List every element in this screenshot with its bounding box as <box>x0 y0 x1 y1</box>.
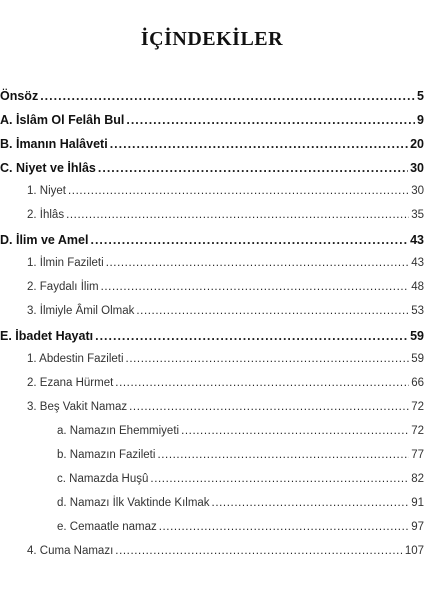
leader-dots <box>40 89 415 103</box>
leader-dots <box>95 329 408 343</box>
toc-entry-label: b. Namazın Fazileti <box>57 449 156 461</box>
toc-entry-label: 2. Faydalı İlim <box>27 281 99 293</box>
toc-entry-label: B. İmanın Halâveti <box>0 137 108 151</box>
toc-entry-label: 2. İhlâs <box>27 209 65 221</box>
toc-entry-label: 3. İlmiyle Âmil Olmak <box>27 305 135 317</box>
toc-entry-section-a[interactable] <box>0 113 424 127</box>
toc-entry-label: D. İlim ve Amel <box>0 233 89 247</box>
leader-dots <box>212 497 410 509</box>
toc-entry-label: 1. Abdestin Fazileti <box>27 353 124 365</box>
toc-entry-label: Önsöz <box>0 89 39 103</box>
toc-entry-label: 4. Cuma Namazı <box>27 545 114 557</box>
leader-dots <box>106 257 410 269</box>
leader-dots <box>150 473 409 485</box>
toc-entry-section-d[interactable] <box>0 233 424 247</box>
toc-entry-page: 35 <box>411 209 424 221</box>
leader-dots <box>101 281 410 293</box>
toc-entry-page: 5 <box>417 89 424 103</box>
leader-dots <box>126 353 410 365</box>
toc-entry-label: E. İbadet Hayatı <box>0 329 94 343</box>
toc-entry-page: 82 <box>411 473 424 485</box>
toc-entry-e3b[interactable] <box>57 449 424 461</box>
toc-entry-d3[interactable] <box>27 305 424 317</box>
toc-entry-d1[interactable] <box>27 257 424 269</box>
leader-dots <box>129 401 409 413</box>
toc-entry-page: 20 <box>410 137 424 151</box>
toc-entry-page: 97 <box>411 521 424 533</box>
page-title: İÇİNDEKİLER <box>140 28 284 50</box>
toc-entry-page: 59 <box>411 353 424 365</box>
toc-entry-e3a[interactable] <box>57 425 424 437</box>
toc-entry-e3c[interactable] <box>57 473 424 485</box>
toc-entry-label: 1. Niyet <box>27 185 66 197</box>
toc-entry-label: 2. Ezana Hürmet <box>27 377 114 389</box>
toc-entry-e2[interactable] <box>27 377 424 389</box>
toc-entry-page: 91 <box>411 497 424 509</box>
toc-entry-label: 3. Beş Vakit Namaz <box>27 401 128 413</box>
toc-entry-e3d[interactable] <box>57 497 424 509</box>
leader-dots <box>90 233 408 247</box>
toc-entry-label: a. Namazın Ehemmiyeti <box>57 425 180 437</box>
toc-entry-page: 59 <box>410 329 424 343</box>
toc-entry-page: 66 <box>411 377 424 389</box>
leader-dots <box>157 449 409 461</box>
leader-dots <box>68 185 409 197</box>
leader-dots <box>136 305 409 317</box>
toc-entry-label: c. Namazda Huşû <box>57 473 149 485</box>
leader-dots <box>159 521 409 533</box>
leader-dots <box>98 161 408 175</box>
toc-entry-page: 30 <box>411 185 424 197</box>
leader-dots <box>181 425 409 437</box>
toc-entry-d2[interactable] <box>27 281 424 293</box>
toc-entry-label: C. Niyet ve İhlâs <box>0 161 96 175</box>
toc-entry-c2[interactable] <box>27 209 424 221</box>
toc-entry-page: 53 <box>411 305 424 317</box>
toc-entry-page: 107 <box>404 545 424 557</box>
toc-entry-label: 1. İlmin Fazileti <box>27 257 104 269</box>
toc-entry-label: e. Cemaatle namaz <box>57 521 157 533</box>
toc-entry-preface[interactable] <box>0 89 424 103</box>
toc-entry-section-b[interactable] <box>0 137 424 151</box>
toc-entry-page: 9 <box>417 113 424 127</box>
toc-entry-page: 43 <box>411 257 424 269</box>
leader-dots <box>115 545 403 557</box>
toc-entry-page: 43 <box>410 233 424 247</box>
toc-entry-label: d. Namazı İlk Vaktinde Kılmak <box>57 497 210 509</box>
toc-entry-section-e[interactable] <box>0 329 424 343</box>
toc-entry-e1[interactable] <box>27 353 424 365</box>
toc-entry-section-c[interactable] <box>0 161 424 175</box>
leader-dots <box>115 377 409 389</box>
leader-dots <box>126 113 415 127</box>
toc-entry-c1[interactable] <box>27 185 424 197</box>
toc-entry-page: 72 <box>411 401 424 413</box>
toc-entry-label: A. İslâm Ol Felâh Bul <box>0 113 125 127</box>
toc-entry-e4[interactable] <box>27 545 424 557</box>
leader-dots <box>66 209 409 221</box>
leader-dots <box>110 137 408 151</box>
toc-entry-e3e[interactable] <box>57 521 424 533</box>
toc-entry-e3[interactable] <box>27 401 424 413</box>
toc-entry-page: 77 <box>411 449 424 461</box>
toc-entry-page: 48 <box>411 281 424 293</box>
toc-entry-page: 30 <box>410 161 424 175</box>
toc-entry-page: 72 <box>411 425 424 437</box>
